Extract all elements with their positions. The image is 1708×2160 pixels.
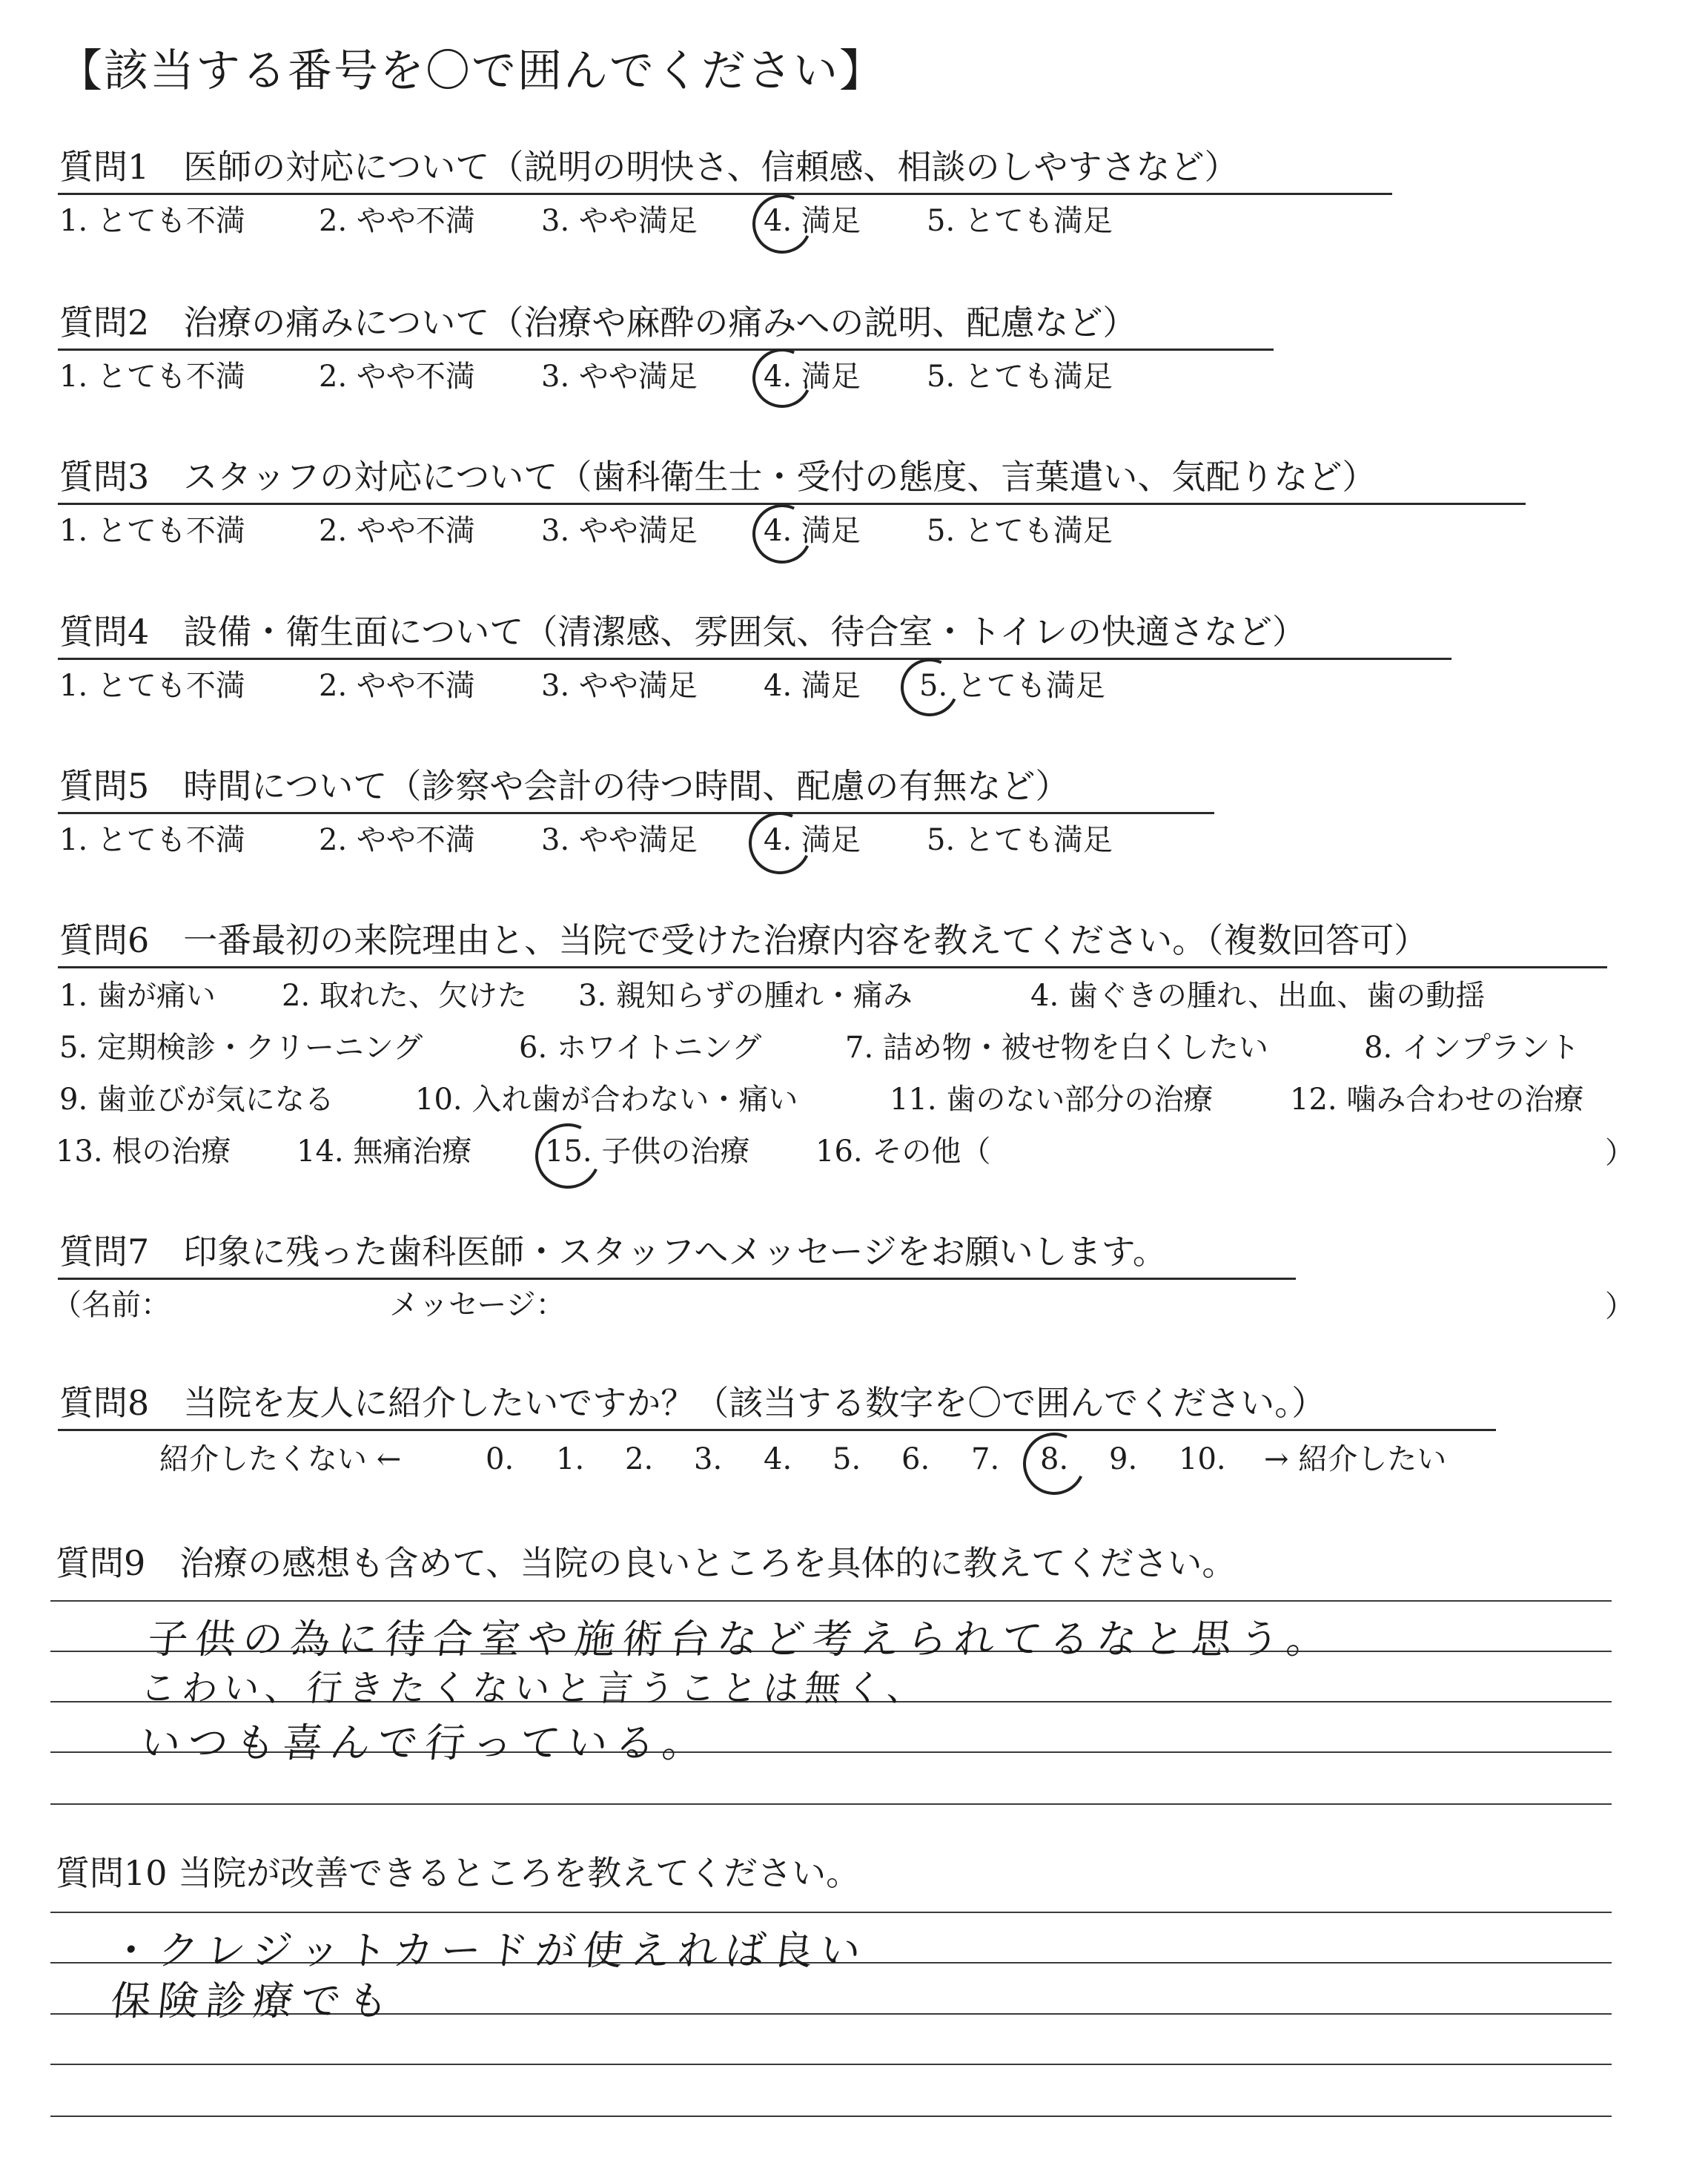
q6-option-12[interactable]: 12. 噛み合わせの治療	[1290, 1083, 1584, 1117]
q9-answer-text-1: 子供の為に待合室や施術台など考えられてるなと思う。	[145, 1616, 1337, 1662]
q9-answer-text-3: いつも喜んで行っている。	[138, 1720, 712, 1766]
q4-option-3[interactable]: 3. やや満足	[541, 669, 698, 703]
q6-option-11[interactable]: 11. 歯のない部分の治療	[890, 1083, 1214, 1117]
q6-option-7[interactable]: 7. 詰め物・被せ物を白くしたい	[845, 1031, 1268, 1065]
q6-option-10[interactable]: 10. 入れ歯が合わない・痛い	[415, 1083, 798, 1117]
q4-option-5[interactable]: 5. とても満足	[919, 669, 1105, 703]
question-8-underline	[58, 1429, 1496, 1431]
question-1-underline	[58, 193, 1392, 195]
q2-option-1[interactable]: 1. とても不満	[59, 360, 245, 394]
q4-option-1[interactable]: 1. とても不満	[59, 669, 245, 703]
q6-option-4[interactable]: 4. 歯ぐきの腫れ、出血、歯の動揺	[1030, 979, 1486, 1013]
question-7-title: 質問7 印象に残った歯科医師・スタッフへメッセージをお願いします。	[59, 1232, 1167, 1272]
question-2-underline	[58, 349, 1274, 351]
q6-option-5[interactable]: 5. 定期検診・クリーニング	[59, 1031, 423, 1065]
q8-answer-circle	[1014, 1424, 1094, 1504]
page-title: 【該当する番号を〇で囲んでください】	[58, 45, 885, 97]
q6-option-14[interactable]: 14. 無痛治療	[297, 1135, 472, 1169]
q6-option-16[interactable]: 16. その他（	[815, 1135, 991, 1169]
q8-score-8[interactable]: 8.	[1040, 1442, 1069, 1476]
q3-option-5[interactable]: 5. とても満足	[927, 514, 1113, 548]
question-2-title: 質問2 治療の痛みについて（治療や麻酔の痛みへの説明、配慮など）	[59, 303, 1137, 343]
q1-option-4[interactable]: 4. 満足	[764, 204, 861, 238]
q6-option-1[interactable]: 1. 歯が痛い	[59, 979, 216, 1013]
q6-answer-circle	[526, 1114, 610, 1198]
q3-option-4[interactable]: 4. 満足	[764, 514, 861, 548]
q3-answer-circle	[744, 496, 821, 572]
q8-score-3[interactable]: 3.	[694, 1442, 723, 1476]
q8-score-7[interactable]: 7.	[971, 1442, 1000, 1476]
q6-option-13[interactable]: 13. 根の治療	[56, 1135, 231, 1169]
q6-option-3[interactable]: 3. 親知らずの腫れ・痛み	[578, 979, 913, 1013]
q7-name-label: （名前：	[52, 1288, 171, 1322]
q4-answer-circle	[893, 650, 967, 724]
q2-option-3[interactable]: 3. やや満足	[541, 360, 698, 394]
q10-answer-line-4	[50, 2064, 1612, 2065]
q10-answer-text-2: 保険診療でも	[108, 1978, 398, 2024]
q5-option-4[interactable]: 4. 満足	[764, 823, 861, 857]
q8-score-6[interactable]: 6.	[901, 1442, 930, 1476]
q6-option-8[interactable]: 8. インプラント	[1364, 1031, 1580, 1065]
q3-option-1[interactable]: 1. とても不満	[59, 514, 245, 548]
q3-option-3[interactable]: 3. やや満足	[541, 514, 698, 548]
q4-option-4[interactable]: 4. 満足	[764, 669, 861, 703]
q8-score-10[interactable]: 10.	[1179, 1442, 1226, 1476]
question-5-title: 質問5 時間について（診察や会計の待つ時間、配慮の有無など）	[59, 766, 1070, 806]
q10-answer-line-1	[50, 1912, 1612, 1913]
q2-option-2[interactable]: 2. やや不満	[319, 360, 475, 394]
q4-option-2[interactable]: 2. やや不満	[319, 669, 475, 703]
q5-option-3[interactable]: 3. やや満足	[541, 823, 698, 857]
q8-score-2[interactable]: 2.	[625, 1442, 654, 1476]
q8-score-0[interactable]: 0.	[486, 1442, 514, 1476]
question-6-underline	[58, 966, 1607, 968]
question-9-title: 質問9 治療の感想も含めて、当院の良いところを具体的に教えてください。	[56, 1543, 1237, 1583]
question-7-underline	[58, 1278, 1296, 1280]
q5-option-5[interactable]: 5. とても満足	[927, 823, 1113, 857]
question-1-title: 質問1 医師の対応について（説明の明快さ、信頼感、相談のしやすさなど）	[59, 147, 1239, 187]
question-3-title: 質問3 スタッフの対応について（歯科衛生士・受付の態度、言葉遣い、気配りなど）	[59, 457, 1377, 497]
q8-score-1[interactable]: 1.	[556, 1442, 585, 1476]
q8-score-5[interactable]: 5.	[833, 1442, 861, 1476]
q6-option-15[interactable]: 15. 子供の治療	[545, 1135, 750, 1169]
q5-answer-circle	[740, 803, 820, 883]
q9-answer-line-1	[50, 1600, 1612, 1602]
q3-option-2[interactable]: 2. やや不満	[319, 514, 475, 548]
q1-option-2[interactable]: 2. やや不満	[319, 204, 475, 238]
q5-option-2[interactable]: 2. やや不満	[319, 823, 475, 857]
q9-answer-text-2: こわい、行きたくないと言うことは無く、	[138, 1668, 931, 1709]
q5-option-1[interactable]: 1. とても不満	[59, 823, 245, 857]
q1-option-5[interactable]: 5. とても満足	[927, 204, 1113, 238]
q6-option-6[interactable]: 6. ホワイトニング	[519, 1031, 762, 1065]
q8-left-label: 紹介したくない ←	[159, 1442, 402, 1476]
question-6-title: 質問6 一番最初の来院理由と、当院で受けた治療内容を教えてください。（複数回答可）	[59, 920, 1429, 960]
q10-answer-line-5	[50, 2116, 1612, 2117]
question-10-title: 質問10 当院が改善できるところを教えてください。	[56, 1853, 861, 1893]
question-4-title: 質問4 設備・衛生面について（清潔感、雰囲気、待合室・トイレの快適さなど）	[59, 612, 1307, 652]
q2-answer-circle	[744, 340, 821, 417]
q8-right-label: → 紹介したい	[1264, 1442, 1447, 1476]
question-4-underline	[58, 658, 1452, 660]
q6-option-2[interactable]: 2. 取れた、欠けた	[282, 979, 527, 1013]
q7-close-paren: ）	[1605, 1289, 1635, 1324]
q2-option-5[interactable]: 5. とても満足	[927, 360, 1113, 394]
question-8-title: 質問8 当院を友人に紹介したいですか？（該当する数字を〇で囲んでください。）	[59, 1383, 1326, 1423]
q6-other-close-paren: ）	[1605, 1136, 1635, 1170]
q9-answer-line-5	[50, 1803, 1612, 1805]
q1-answer-circle	[744, 186, 821, 262]
q8-score-9[interactable]: 9.	[1109, 1442, 1138, 1476]
q6-option-9[interactable]: 9. 歯並びが気になる	[59, 1083, 334, 1117]
q1-option-3[interactable]: 3. やや満足	[541, 204, 698, 238]
q7-message-label: メッセージ：	[389, 1288, 566, 1322]
question-5-underline	[58, 812, 1214, 814]
q10-answer-text-1: ・クレジットカードが使えれば良い	[108, 1927, 870, 1974]
q2-option-4[interactable]: 4. 満足	[764, 360, 861, 394]
q8-score-4[interactable]: 4.	[764, 1442, 792, 1476]
q1-option-1[interactable]: 1. とても不満	[59, 204, 245, 238]
question-3-underline	[58, 503, 1526, 505]
